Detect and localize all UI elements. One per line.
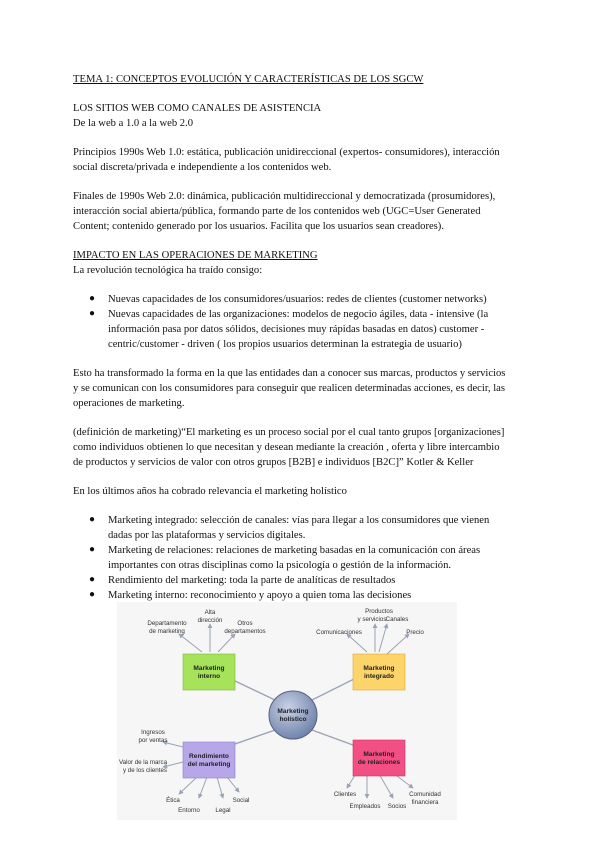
document-heading: TEMA 1: CONCEPTOS EVOLUCIÓN Y CARACTERÍSTICAS DE LOS SGCW [73,74,424,85]
label-empleados: Empleados [349,803,381,810]
bullet-item-integrado-line1: Marketing integrado: selección de canales: vías para llegar a los consumidores que vienen [108,515,490,526]
paragraph-definicion-line1: (definición de marketing)“El marketing es un proceso social por el cual tanto grupos [organizaciones] [73,427,505,438]
box-rendimiento-line1: Rendimiento [189,753,229,760]
label-por-ventas: por ventas [138,737,168,744]
paragraph-transformacion-line2: y se comunican con los consumidores para conseguir que realicen determinadas acciones, es decir, las [73,383,505,394]
bullet-item-rendimiento: Rendimiento del marketing: toda la parte de analíticas de resultados [108,575,396,586]
box-interno-line1: Marketing [193,665,225,672]
paragraph-definicion-line2: como individuos obtienen lo que necesitan y desean mediante la creación , oferta y libre intercambio [73,442,500,453]
label-otros: Otros [237,620,253,627]
label-clientes: Clientes [333,791,357,798]
label-entorno: Entorno [178,807,200,814]
label-clientes-valor: y de los clientes [122,767,168,774]
paragraph-web1-line2: social discreta/privada e independiente a los contenidos web. [73,162,332,173]
label-financiera: financiera [411,799,439,806]
paragraph-web2-line1: Finales de 1990s Web 2.0: dinámica, publicación multidireccional y democratizada (prosumidores), [73,191,496,202]
box-rendimiento-line2: del marketing [187,761,231,768]
label-productos: Productos [365,608,393,615]
bullet-dot: ● [89,589,96,600]
paragraph-web2-line2: interacción social abierta/pública, formando parte de los contenidos web (UGC=User Generated [73,206,481,217]
bullet-item-relaciones-line1: Marketing de relaciones: relaciones de marketing basadas en la comunicación con áreas [108,545,481,556]
bullet-item-organizaciones-line3: centric/customer - driven ( los propios usuarios determinan la estrategia de usuario) [108,339,462,350]
box-marketing-relaciones [353,740,405,776]
label-etica: Ética [166,797,180,804]
paragraph-web2-line3: Content; contenido generado por los usuarios. Facilita que los usuarios sean creadores). [73,221,444,232]
holistic-marketing-diagram [117,602,457,820]
label-socios: Socios [387,803,407,810]
label-ingresos: Ingresos [141,729,165,736]
box-integrado-line2: integrado [363,673,395,680]
box-marketing-integrado [353,654,405,690]
section-title-impacto: IMPACTO EN LAS OPERACIONES DE MARKETING [73,250,318,261]
paragraph-definicion-line3: de productos y servicios de valor con otros grupos [B2B] e individuos [B2C]” Kotler & Keller [73,457,474,468]
box-integrado-line1: Marketing [363,665,395,672]
box-interno-line2: interno [197,673,221,680]
center-label-line2: holístico [279,716,307,723]
label-social: Social [232,797,250,804]
label-valor-marca: Valor de la marca [118,759,168,766]
box-relaciones-line1: Marketing [363,751,395,758]
paragraph-holistico: En los últimos años ha cobrado relevancia el marketing holístico [73,486,347,497]
label-alta: Alta [204,609,216,616]
box-relaciones-line2: de relaciones [357,759,401,766]
bullet-item-organizaciones-line2: información pasa por datos sólidos, decisiones muy rápidas basadas en datos) customer - [108,324,485,335]
section-subtitle: De la web a 1.0 a la web 2.0 [73,118,194,129]
paragraph-web1-line1: Principios 1990s Web 1.0: estática, publicación unidireccional (expertos- consumidores), interacción [73,147,500,158]
label-canales: Canales [385,616,409,623]
paragraph-transformacion-line1: Esto ha transformado la forma en la que las entidades dan a conocer sus marcas, productos y servicios [73,368,506,379]
label-comunicaciones: Comunicaciones [316,629,362,636]
bullet-item-integrado-line2: dadas por las plataformas y servicios digitales. [108,530,306,541]
box-marketing-interno [183,654,235,690]
bullet-item-interno: Marketing interno: reconocimiento y apoyo a quien toma las decisiones [108,590,412,601]
section-intro: La revolución tecnológica ha traído consigo: [73,265,263,276]
bullet-item-relaciones-line2: importantes con otras disciplinas como la psicología o gestión de la información. [108,560,452,571]
label-departamento: Departamento [147,620,187,627]
bullet-item-consumidores: Nuevas capacidades de los consumidores/usuarios: redes de clientes (customer networks) [108,294,487,305]
label-de-marketing: de marketing [149,628,185,635]
center-label-line1: Marketing [277,708,309,715]
bullet-dot: ● [89,574,96,585]
label-departamentos: departamentos [224,628,266,635]
section-title-sitios-web: LOS SITIOS WEB COMO CANALES DE ASISTENCIA [73,103,322,114]
label-comunidad: Comunidad [409,791,441,798]
paragraph-transformacion-line3: operaciones de marketing. [73,398,185,409]
bullet-dot: ● [89,514,96,525]
box-rendimiento-marketing [183,742,235,778]
label-legal: Legal [215,807,231,814]
label-precio: Precio [406,629,424,636]
bullet-dot: ● [89,308,96,319]
bullet-dot: ● [89,293,96,304]
center-circle [269,691,317,739]
bullet-item-organizaciones-line1: Nuevas capacidades de las organizaciones: modelos de negocio ágiles, data - intensive (la [108,309,489,320]
bullet-dot: ● [89,544,96,555]
label-direccion: dirección [197,617,223,624]
label-y-servicios: y servicios [357,616,387,623]
